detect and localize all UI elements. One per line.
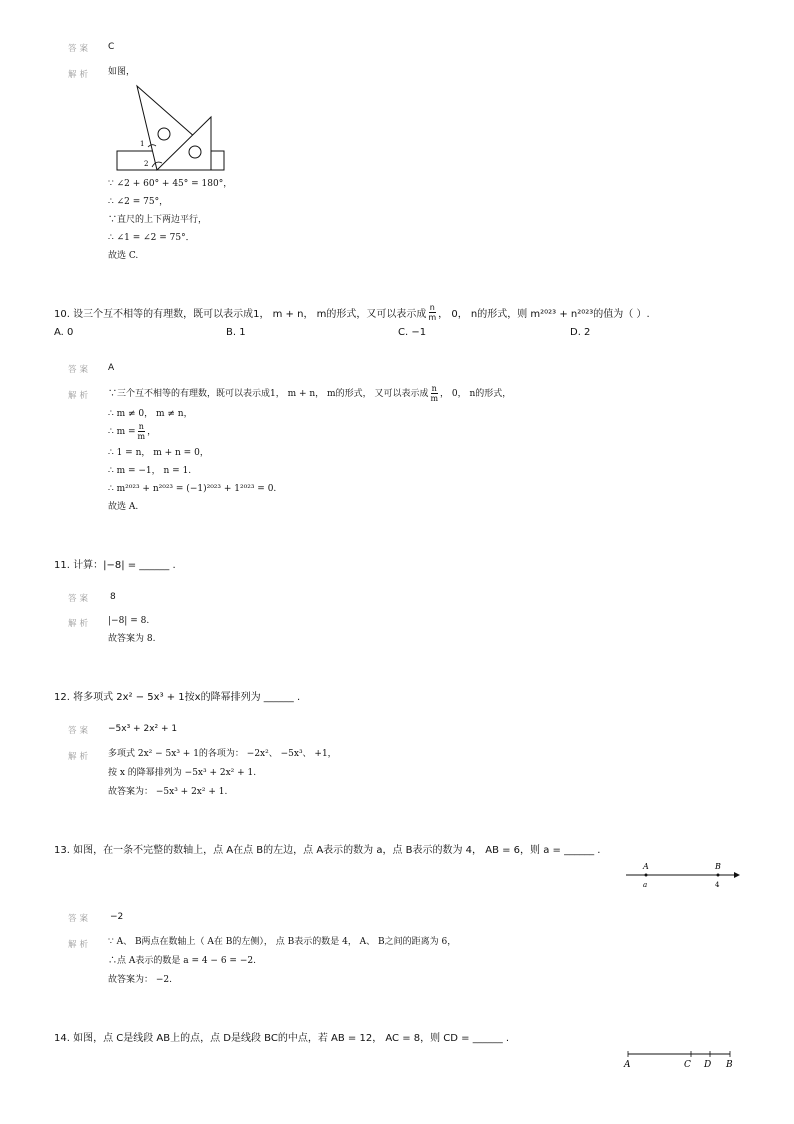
- fraction-numerator: n: [429, 303, 435, 312]
- answer-label: 答案: [68, 365, 92, 375]
- solution-step: |−8| = 8.: [108, 616, 150, 626]
- fraction-numerator: n: [138, 422, 144, 431]
- answer-value: −2: [110, 912, 124, 922]
- answer-value: 8: [110, 592, 116, 602]
- option-d: D. 2: [570, 327, 591, 338]
- solution-step: 按 x 的降幂排列为 −5x³ + 2x² + 1.: [108, 768, 257, 778]
- point-a-label: A: [624, 1060, 631, 1070]
- answer-label: 答案: [68, 44, 92, 54]
- question-14-stem: 14. 如图，点 C是线段 AB上的点，点 D是线段 BC的中点，若 AB = 12， AC = 8，则 CD = ______ .: [54, 1033, 510, 1044]
- stem-text: ， 0， n的形式，则 m²⁰²³ + n²⁰²³的值为（ ）.: [438, 309, 650, 320]
- solution-step: 故选 C.: [108, 251, 139, 261]
- number-line-figure: [622, 858, 742, 890]
- solution-step: ∴ ∠2 = 75°，: [108, 197, 169, 207]
- answer-label: 答案: [68, 594, 92, 604]
- answer-value: A: [108, 363, 115, 373]
- point-b-label: B: [715, 862, 721, 871]
- analysis-label: 解析: [68, 940, 92, 950]
- answer-label: 答案: [68, 914, 92, 924]
- solution-step: ∴ m²⁰²³ + n²⁰²³ = (−1)²⁰²³ + 1²⁰²³ = 0.: [108, 484, 277, 494]
- fraction-n-over-m: [428, 303, 436, 322]
- angle-1-label: 1: [140, 140, 145, 148]
- solution-step: 故答案为 8.: [108, 634, 156, 644]
- solution-step: [108, 422, 156, 441]
- question-10-stem: [54, 303, 650, 322]
- analysis-label: 解析: [68, 391, 92, 401]
- point-b-label: B: [726, 1060, 733, 1070]
- fraction-denominator: m: [428, 313, 437, 322]
- value-a-label: a: [643, 881, 648, 889]
- solution-step: ∴ 1 = n， m + n = 0，: [108, 448, 209, 458]
- analysis-text: ∵三个互不相等的有理数，既可以表示成1， m + n， m的形式， 又可以表示成: [108, 388, 429, 399]
- solution-step: ∴ ∠1 = ∠2 = 75°．: [108, 233, 195, 243]
- option-c: C. −1: [398, 327, 427, 338]
- fraction-denominator: m: [430, 394, 439, 403]
- analysis-label: 解析: [68, 752, 92, 762]
- solution-step: 故答案为： −2.: [108, 975, 172, 985]
- question-13-stem: 13. 如图，在一条不完整的数轴上，点 A在点 B的左边，点 A表示的数为 a，点 B表示的数为 4， AB = 6，则 a = ______ .: [54, 845, 601, 856]
- value-4-label: 4: [715, 881, 720, 889]
- point-a-label: A: [643, 862, 649, 871]
- fraction-n-over-m: [138, 422, 146, 441]
- question-12-stem: 12. 将多项式 2x² − 5x³ + 1按x的降幂排列为 ______ .: [54, 692, 301, 703]
- solution-step: ∵直尺的上下两边平行，: [108, 215, 208, 225]
- angle-2-label: 2: [144, 160, 149, 168]
- fraction-numerator: n: [431, 384, 437, 393]
- stem-text: 10. 设三个互不相等的有理数，既可以表示成1， m + n， m的形式，又可以表示成: [54, 309, 427, 320]
- answer-value: C: [108, 42, 115, 52]
- solution-step: ∴ m = −1， n = 1.: [108, 466, 192, 476]
- segment-figure: [620, 1046, 740, 1072]
- solution-step: ∴ m ≠ 0， m ≠ n，: [108, 409, 193, 419]
- solution-step: 故答案为： −5x³ + 2x² + 1.: [108, 787, 228, 797]
- analysis-label: 解析: [68, 619, 92, 629]
- step-text: ，: [147, 426, 157, 437]
- answer-label: 答案: [68, 726, 92, 736]
- analysis-text: ， 0， n的形式，: [440, 388, 512, 399]
- point-d-label: D: [704, 1060, 712, 1070]
- solution-step: 故选 A.: [108, 502, 139, 512]
- analysis-label: 解析: [68, 70, 92, 80]
- analysis-line: [108, 384, 511, 403]
- option-b: B. 1: [226, 327, 246, 338]
- solution-step: ∴点 A表示的数是 a = 4 − 6 = −2.: [108, 956, 256, 966]
- solution-step: ∵ ∠2 + 60° + 45° = 180°，: [108, 179, 233, 189]
- triangle-ruler-figure: [112, 82, 232, 174]
- step-text: ∴ m =: [108, 426, 136, 437]
- answer-value: −5x³ + 2x² + 1: [108, 724, 178, 734]
- point-c-label: C: [684, 1060, 691, 1070]
- solution-step: 多项式 2x² − 5x³ + 1的各项为： −2x²、 −5x³、 +1，: [108, 749, 337, 759]
- option-a: A. 0: [54, 327, 74, 338]
- solution-step: ∵ A、 B两点在数轴上（ A在 B的左侧）， 点 B表示的数是 4， A、 B之间的距离为 6，: [108, 937, 457, 947]
- question-11-stem: 11. 计算：|−8| = ______ .: [54, 560, 176, 571]
- analysis-intro: 如图，: [108, 67, 136, 77]
- fraction-n-over-m: [430, 384, 438, 403]
- fraction-denominator: m: [137, 432, 146, 441]
